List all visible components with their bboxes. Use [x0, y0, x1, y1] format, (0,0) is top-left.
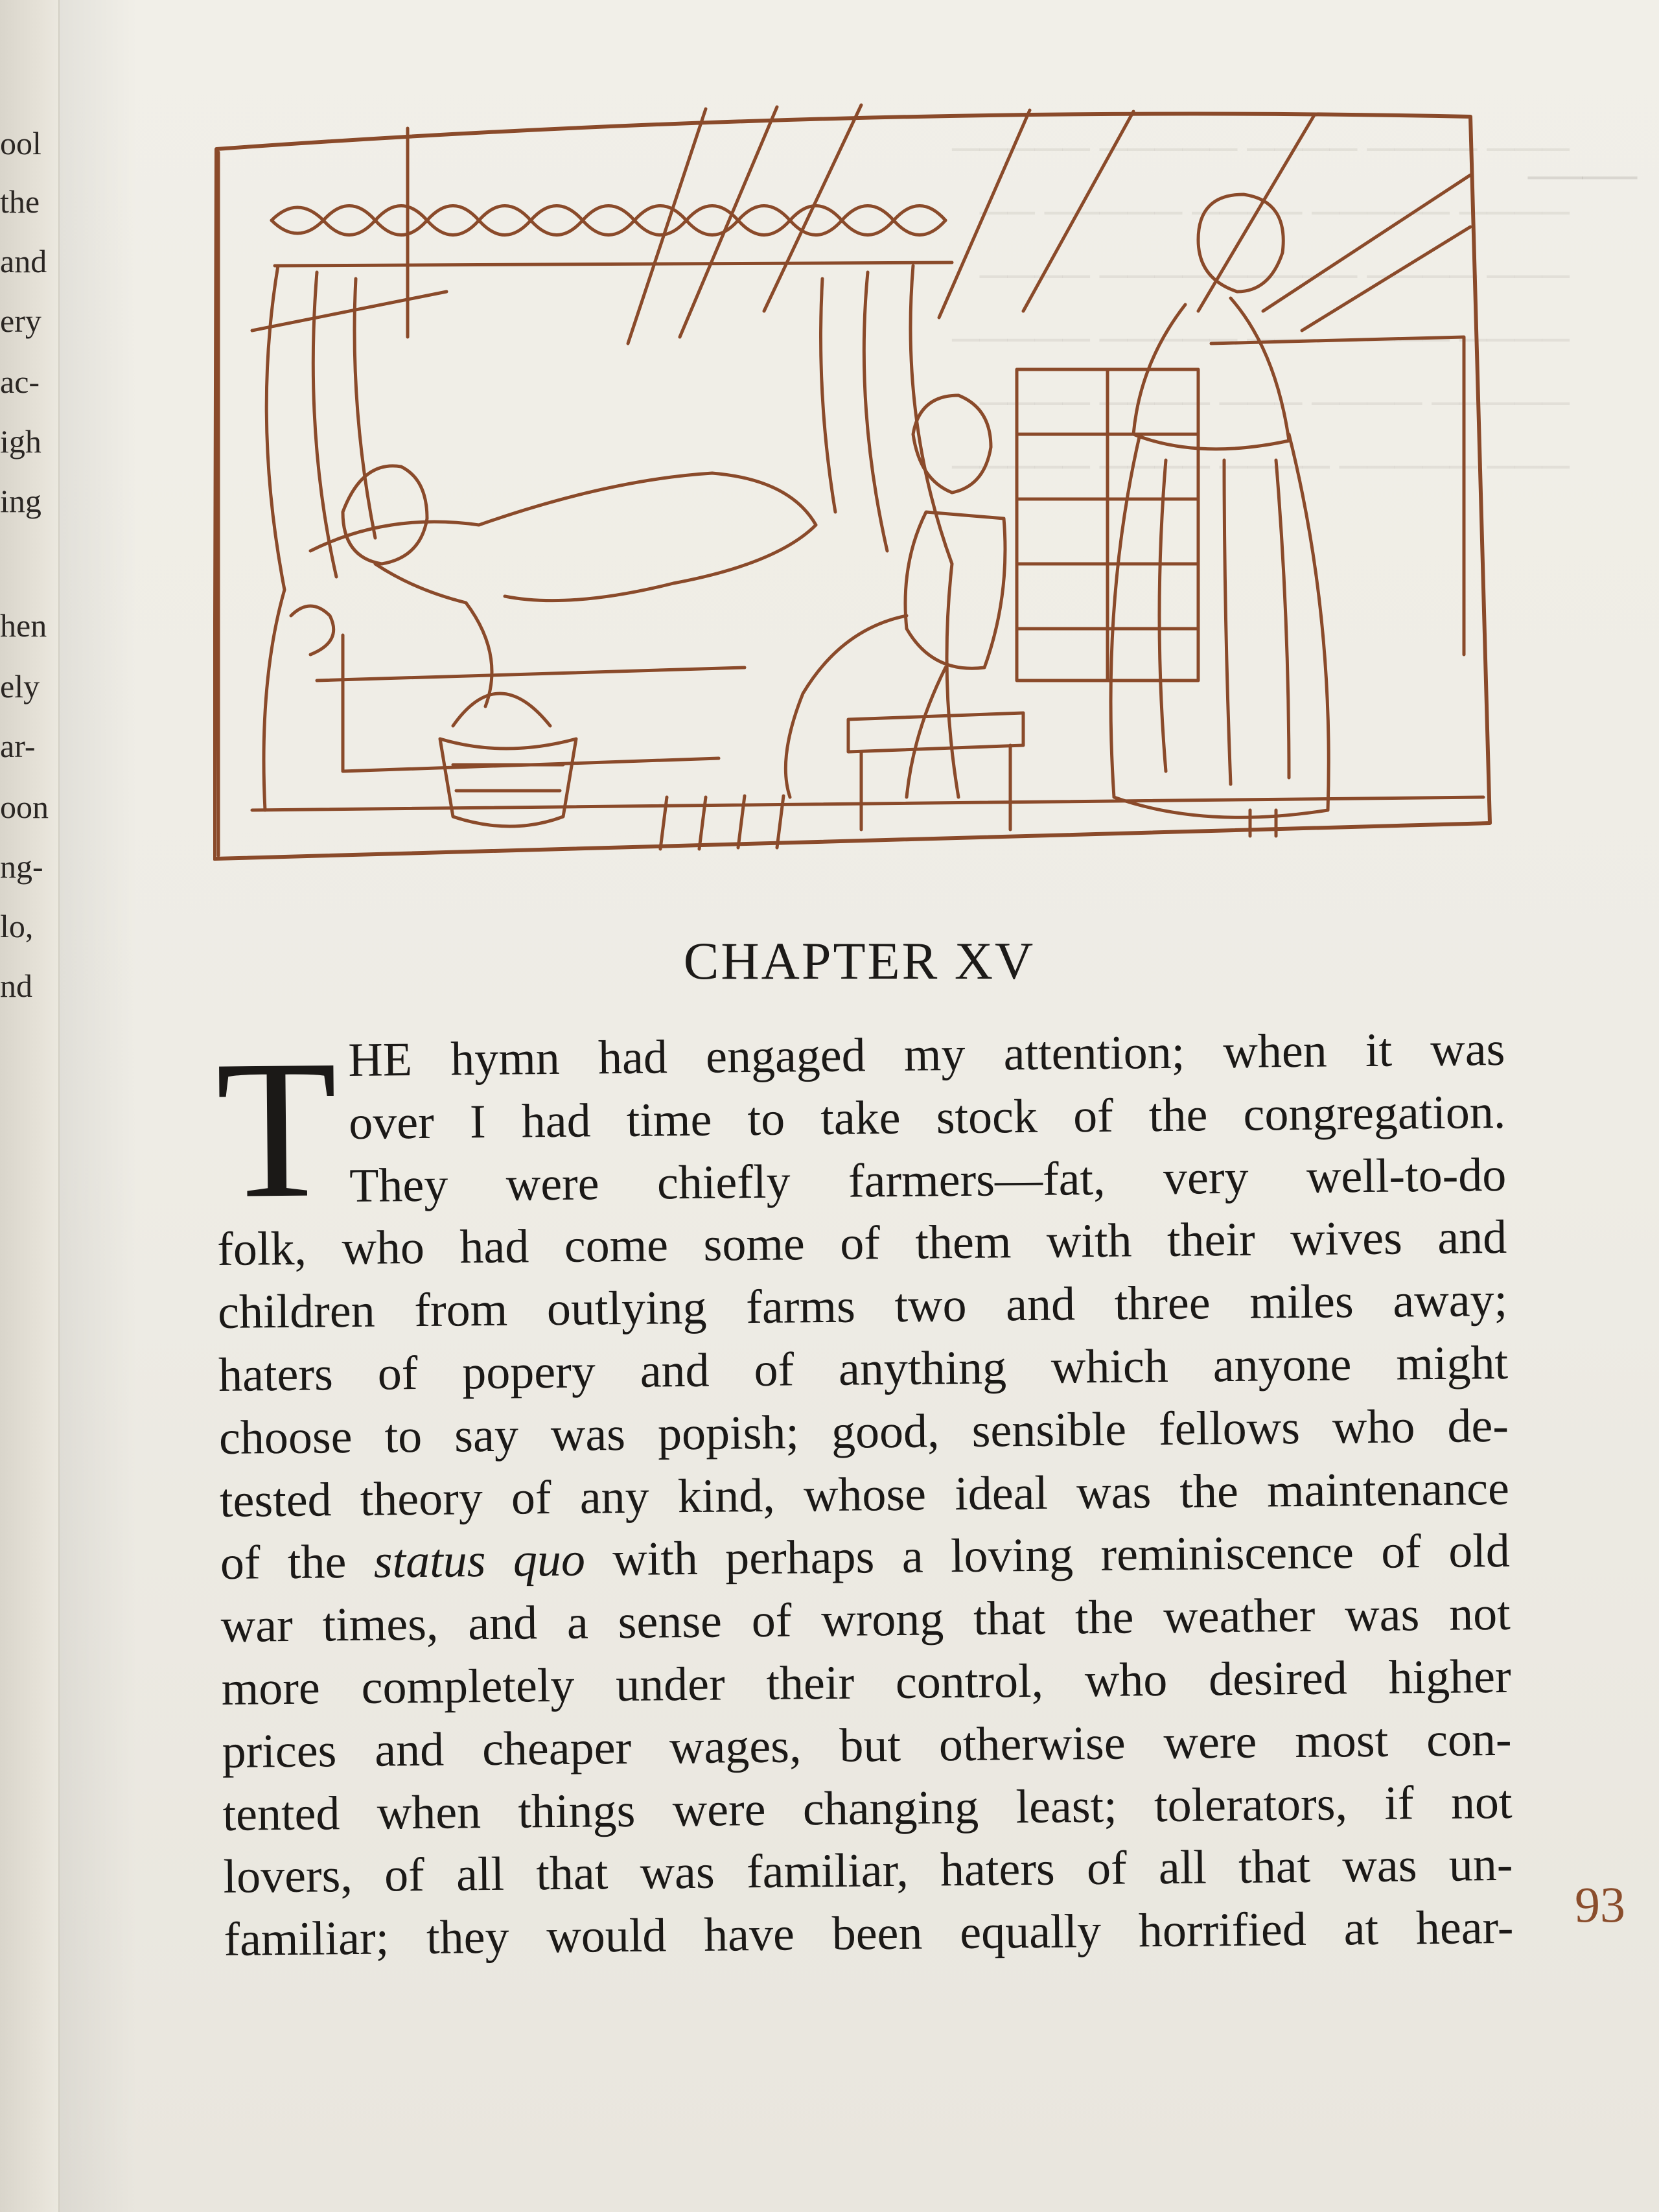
- italic-phrase: status quo: [373, 1533, 586, 1589]
- text-line: tented when things were changing least; tolerators, if not: [222, 1775, 1513, 1841]
- text-fragment: with perhaps a loving reminiscence of old: [585, 1524, 1511, 1587]
- text-line: children from outlying farms two and three miles away;: [217, 1274, 1508, 1340]
- show-through-mark: ——: [1528, 143, 1637, 203]
- facing-page-fragment: the: [0, 183, 40, 220]
- facing-page-fragment: ool: [0, 125, 41, 161]
- text-line: more completely under their control, who desired higher: [221, 1649, 1512, 1716]
- text-line: They were chiefly farmers—fat, very well-to-do: [349, 1148, 1507, 1213]
- facing-page-fragment: ng-: [0, 848, 43, 885]
- text-line: familiar; they would have been equally horrified at hear-: [224, 1900, 1514, 1967]
- facing-page-fragment: and: [0, 243, 47, 279]
- chapter-title: CHAPTER XV: [683, 931, 1036, 990]
- facing-page-edge: [0, 0, 60, 2212]
- sickroom-engraving: [213, 97, 1493, 865]
- facing-page-fragment: ac-: [0, 364, 40, 400]
- facing-page-fragment: ing: [0, 483, 41, 519]
- text-line: tested theory of any kind, whose ideal was the maintenance: [219, 1461, 1510, 1528]
- text-line: choose to say was popish; good, sensible fellows who de-: [218, 1399, 1509, 1465]
- show-through-text: ─── ──── ──── ───── ───── ──── ───── ──── ───── ── ─── ──── ───── ──── ──── ──── ─── ──── ───── ───── ───── ──── ─── ──── ──── ─── ───── ──── ──── ─────: [952, 127, 1570, 487]
- facing-page-fragment: ely: [0, 668, 40, 704]
- text-line: folk, who had come some of them with their wives and: [216, 1211, 1507, 1277]
- drop-cap: T: [215, 1019, 339, 1240]
- facing-page-fragment: nd: [0, 968, 32, 1004]
- facing-page-fragment: igh: [0, 423, 41, 460]
- text-line: haters of popery and of anything which anyone might: [218, 1336, 1509, 1402]
- facing-page-fragment: ery: [0, 303, 41, 339]
- facing-page-fragment: oon: [0, 789, 49, 825]
- text-fragment: of the: [220, 1535, 375, 1590]
- text-line: over I had time to take stock of the congregation.: [348, 1085, 1506, 1150]
- chapter-body-text: [215, 1018, 1514, 1972]
- page-number: 93: [1575, 1876, 1625, 1933]
- text-line: HE hymn had engaged my attention; when it was: [347, 1022, 1505, 1088]
- facing-page-fragment: hen: [0, 607, 47, 644]
- facing-page-fragment: ar-: [0, 728, 36, 764]
- text-line-status-quo: [220, 1520, 1510, 1595]
- text-line: war times, and a sense of wrong that the weather was not: [220, 1587, 1511, 1653]
- chapter-illustration: [213, 97, 1493, 865]
- text-line: prices and cheaper wages, but otherwise were most con-: [222, 1712, 1512, 1778]
- facing-page-fragment: lo,: [0, 908, 34, 944]
- book-page: [60, 0, 1659, 2212]
- text-line: lovers, of all that was familiar, haters of all that was un-: [223, 1838, 1513, 1904]
- gutter-shadow: [60, 0, 137, 2212]
